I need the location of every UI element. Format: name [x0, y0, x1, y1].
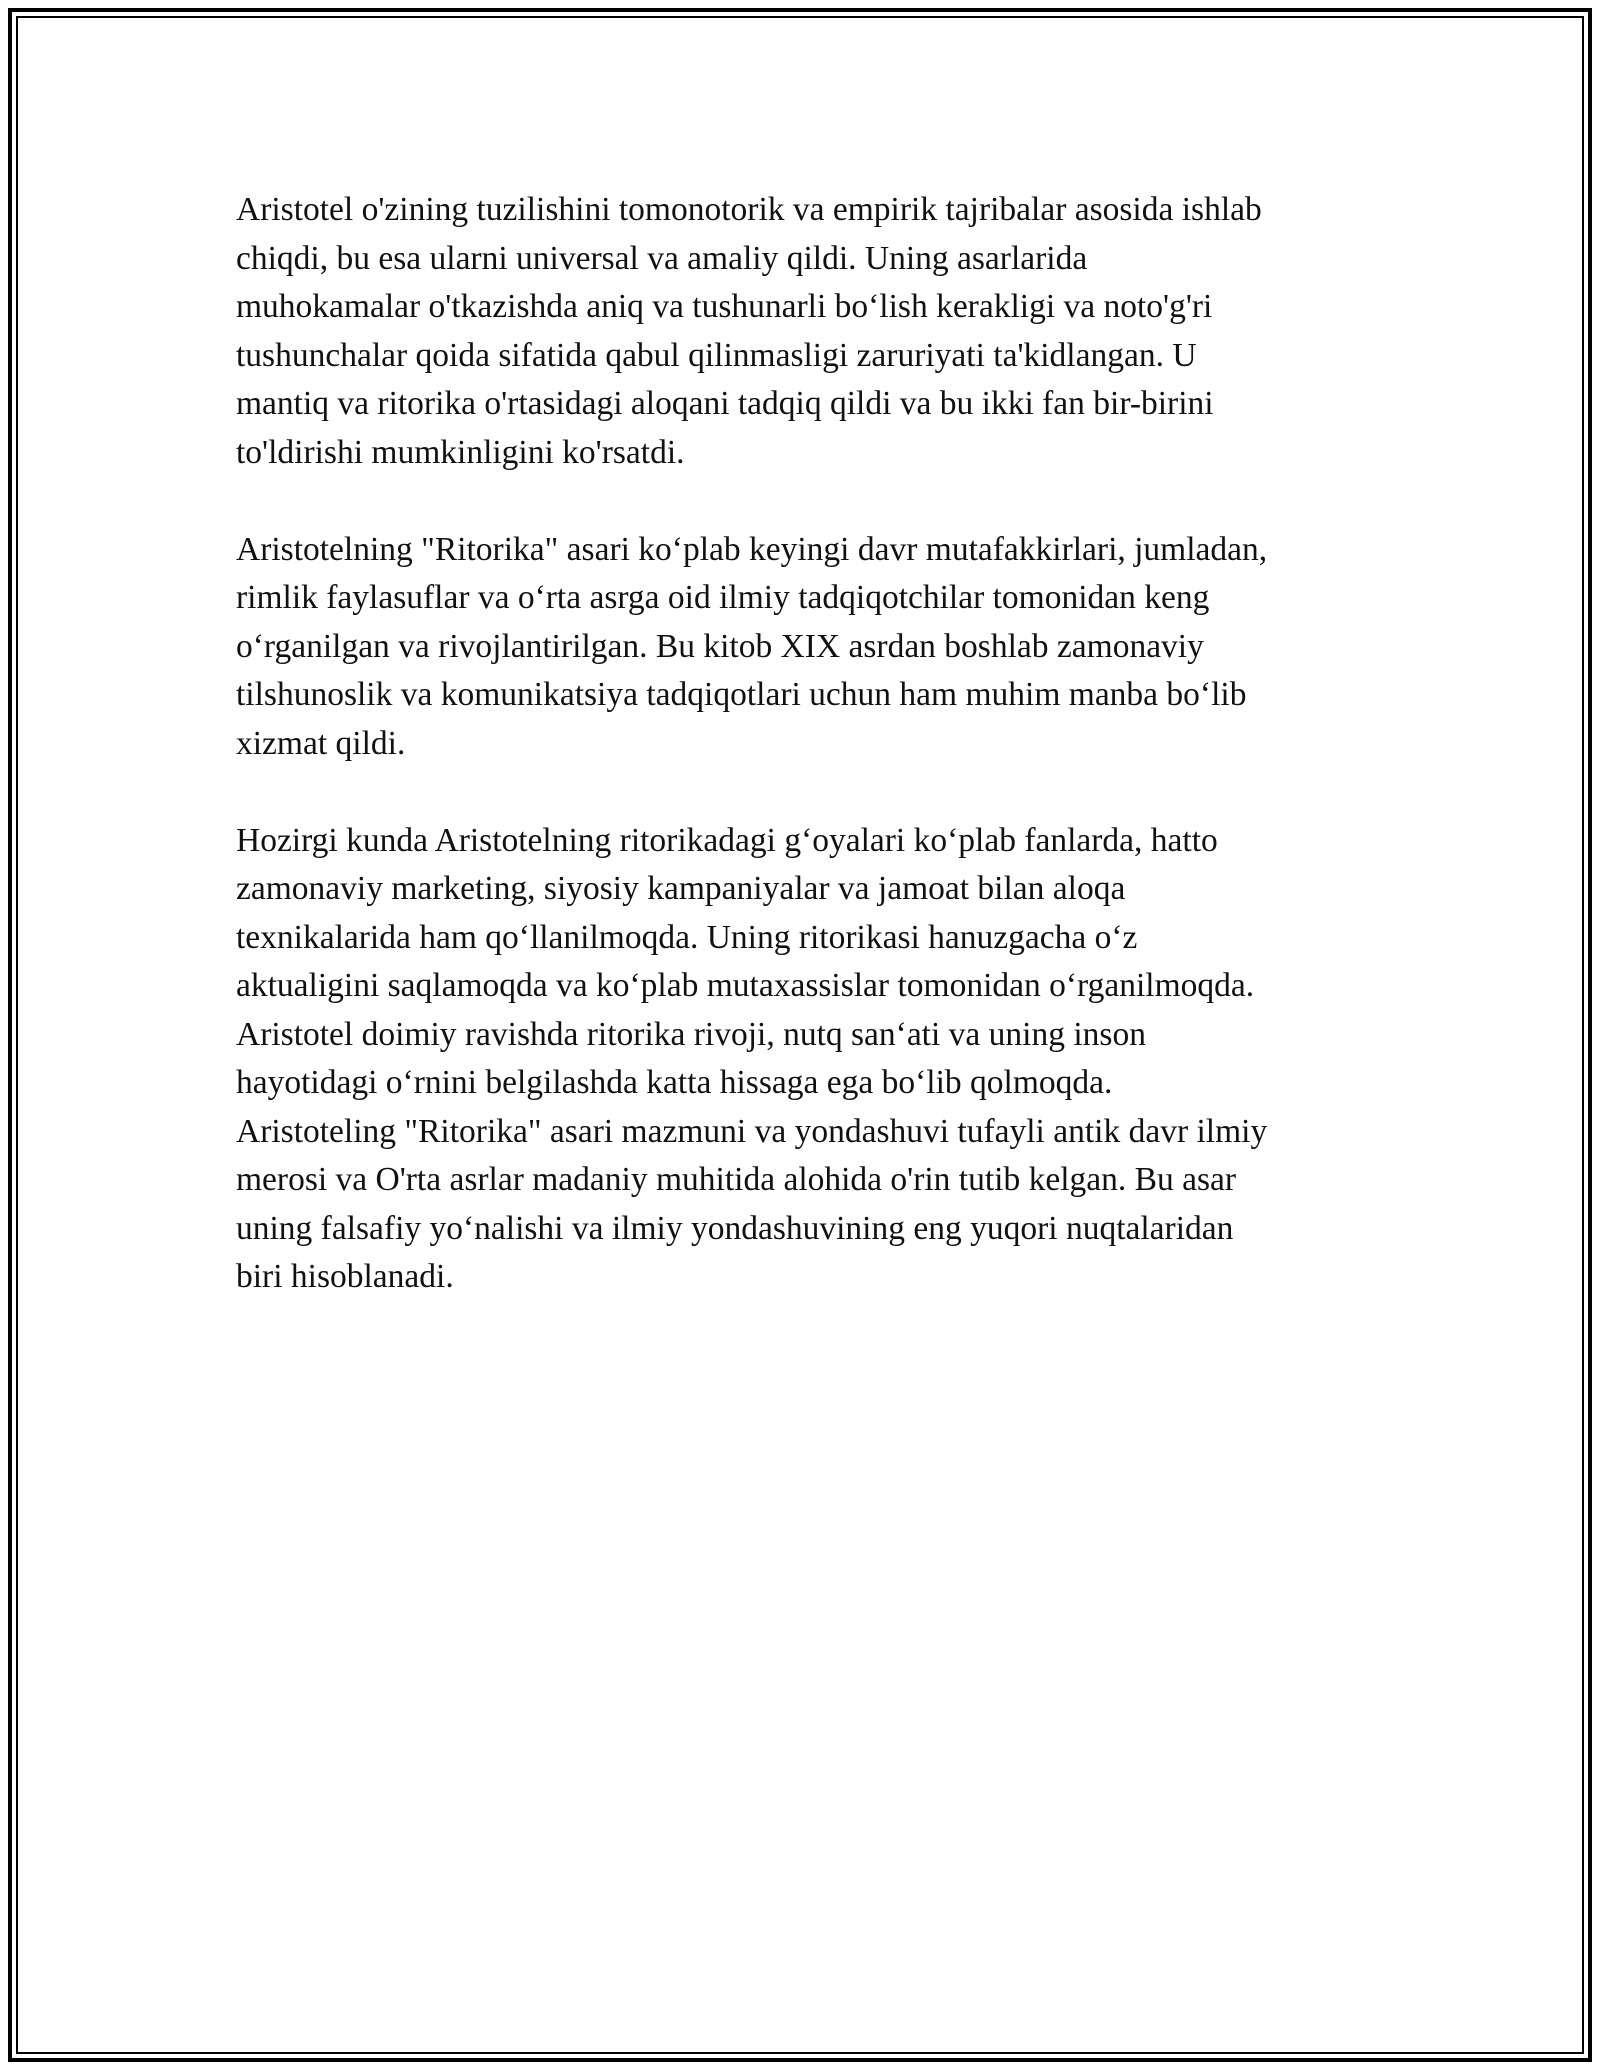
- text-line: Aristoteling "Ritorika" asari mazmuni va yondashuvi tufayli antik davr ilmiy: [236, 1112, 1268, 1150]
- text-line: to'ldirishi mumkinligini ko'rsatdi.: [236, 433, 685, 471]
- text-line: aktualigini saqlamoqda va ko‘plab mutaxassislar tomonidan o‘rganilmoqda.: [236, 967, 1255, 1004]
- text-line: o‘rganilgan va rivojlantirilgan. Bu kitob XIX asrdan boshlab zamonaviy: [236, 627, 1204, 665]
- text-line: rimlik faylasuflar va o‘rta asrga oid ilmiy tadqiqotchilar tomonidan keng: [236, 579, 1210, 616]
- text-line: Aristotelning "Ritorika" asari ko‘plab keyingi davr mutafakkirlari, jumladan,: [236, 530, 1268, 568]
- text-line: Aristotel o'zining tuzilishini tomonotorik va empirik tajribalar asosida ishlab: [236, 191, 1262, 228]
- paragraph-1: [236, 186, 1376, 477]
- text-line: texnikalarida ham qo‘llanilmoqda. Uning ritorikasi hanuzgacha o‘z: [236, 918, 1138, 956]
- text-line: zamonaviy marketing, siyosiy kampaniyalar va jamoat bilan aloqa: [236, 870, 1126, 907]
- text-line: mantiq va ritorika o'rtasidagi aloqani tadqiq qildi va bu ikki fan bir-birini: [236, 385, 1214, 422]
- paragraph-2: [236, 526, 1376, 769]
- text-line: merosi va O'rta asrlar madaniy muhitida alohida o'rin tutib kelgan. Bu asar: [236, 1161, 1237, 1198]
- text-line: muhokamalar o'tkazishda aniq va tushunarli bo‘lish kerakligi va noto'g'ri: [236, 288, 1213, 325]
- text-line: hayotidagi o‘rnini belgilashda katta hissaga ega bo‘lib qolmoqda.: [236, 1064, 1113, 1101]
- text-line: Aristotel doimiy ravishda ritorika rivoji, nutq san‘ati va uning inson: [236, 1015, 1146, 1053]
- text-line: uning falsafiy yo‘nalishi va ilmiy yondashuvining eng yuqori nuqtalaridan: [236, 1209, 1234, 1247]
- paragraph-3: [236, 817, 1376, 1302]
- text-line: tilshunoslik va komunikatsiya tadqiqotlari uchun ham muhim manba bo‘lib: [236, 676, 1247, 713]
- text-line: xizmat qildi.: [236, 724, 406, 762]
- text-line: chiqdi, bu esa ularni universal va amaliy qildi. Uning asarlarida: [236, 239, 1088, 277]
- text-line: tushunchalar qoida sifatida qabul qilinmasligi zaruriyati ta'kidlangan. U: [236, 336, 1197, 374]
- document-body: [236, 186, 1376, 1350]
- text-line: biri hisoblanadi.: [236, 1258, 454, 1295]
- text-line: Hozirgi kunda Aristotelning ritorikadagi g‘oyalari ko‘plab fanlarda, hatto: [236, 821, 1218, 859]
